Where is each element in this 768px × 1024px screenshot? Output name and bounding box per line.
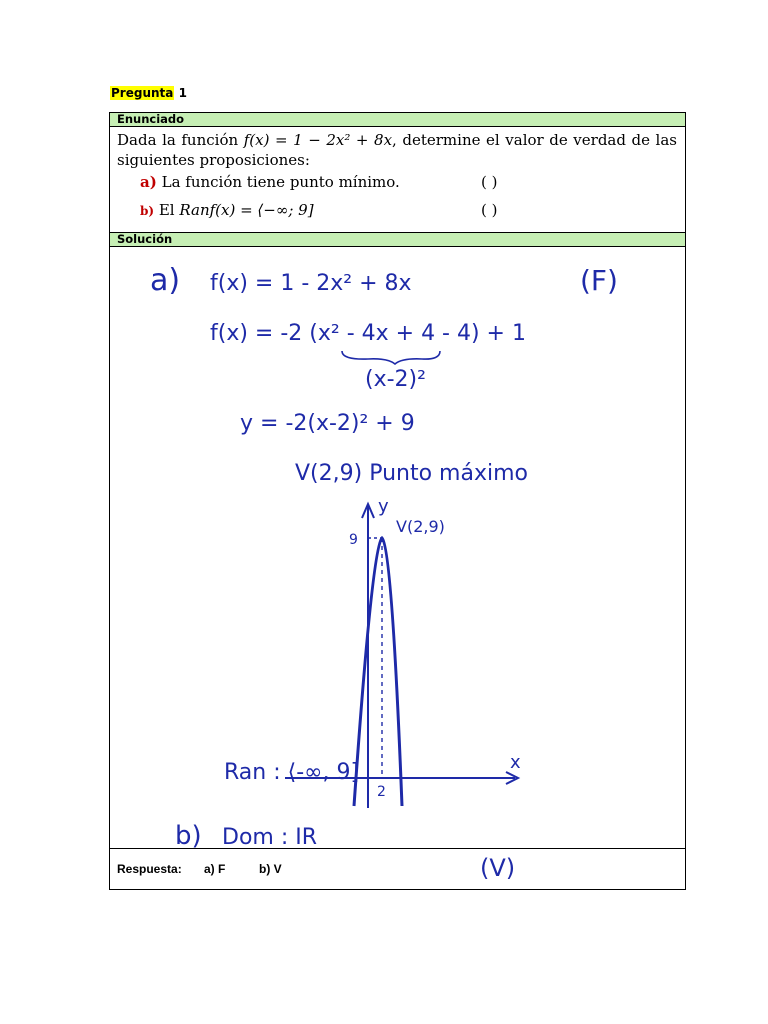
question-number: 1	[178, 86, 187, 100]
respuesta-b: b) V	[259, 862, 282, 876]
question-label	[110, 86, 187, 100]
solution-line-2: f(x) = -2 (x² - 4x + 4 - 4) + 1	[210, 321, 526, 346]
function-expression: f(x) = 1 − 2x² + 8x	[243, 131, 393, 149]
parabola-curve	[354, 538, 402, 806]
solucion-header: Solución	[110, 232, 685, 247]
enunciado-statement	[117, 130, 677, 219]
respuesta-a: a) F	[204, 862, 226, 876]
proposition-b	[140, 200, 314, 221]
solution-a-verdict: (F)	[580, 264, 618, 297]
intro-start: Dada la función	[117, 131, 244, 149]
proposition-b-prefix: El	[158, 201, 180, 219]
proposition-a-label: a)	[140, 173, 157, 191]
question-table	[109, 112, 686, 890]
enunciado-header: Enunciado	[110, 112, 685, 127]
solution-line-3: (x-2)²	[365, 367, 426, 392]
proposition-a-answer-blank: ( )	[481, 173, 498, 191]
ran-line: Ran : ⟨-∞, 9]	[224, 760, 360, 785]
respuesta-label: Respuesta:	[117, 862, 182, 876]
dom-line: Dom : IR	[222, 825, 318, 850]
y-tick-label: 9	[349, 532, 358, 548]
solution-b-verdict: (V)	[480, 854, 516, 882]
proposition-b-answer-blank: ( )	[481, 201, 498, 219]
intro-rest: , determine el valor de verdad de las siguientes proposiciones:	[117, 131, 677, 169]
solution-line-4: y = -2(x-2)² + 9	[240, 411, 415, 436]
proposition-b-expression: Ranf(x) = ⟨−∞; 9]	[179, 201, 314, 219]
x-axis-label: x	[510, 752, 521, 773]
proposition-a-text: La función tiene punto mínimo.	[161, 173, 400, 191]
underbrace-mark	[342, 351, 440, 364]
respuesta-row	[110, 848, 685, 889]
vertex-label: V(2,9)	[396, 517, 445, 536]
solution-line-5: V(2,9) Punto máximo	[295, 461, 528, 486]
solution-a-label: a)	[150, 263, 181, 298]
x-tick-label: 2	[377, 784, 386, 800]
enunciado-intro	[117, 130, 677, 170]
solution-line-1: f(x) = 1 - 2x² + 8x	[210, 271, 412, 296]
y-axis-label: y	[378, 496, 389, 517]
question-label-text: Pregunta	[111, 86, 174, 100]
solution-b-label: b)	[175, 821, 202, 851]
proposition-a	[140, 172, 400, 192]
proposition-b-label: b)	[140, 204, 155, 218]
